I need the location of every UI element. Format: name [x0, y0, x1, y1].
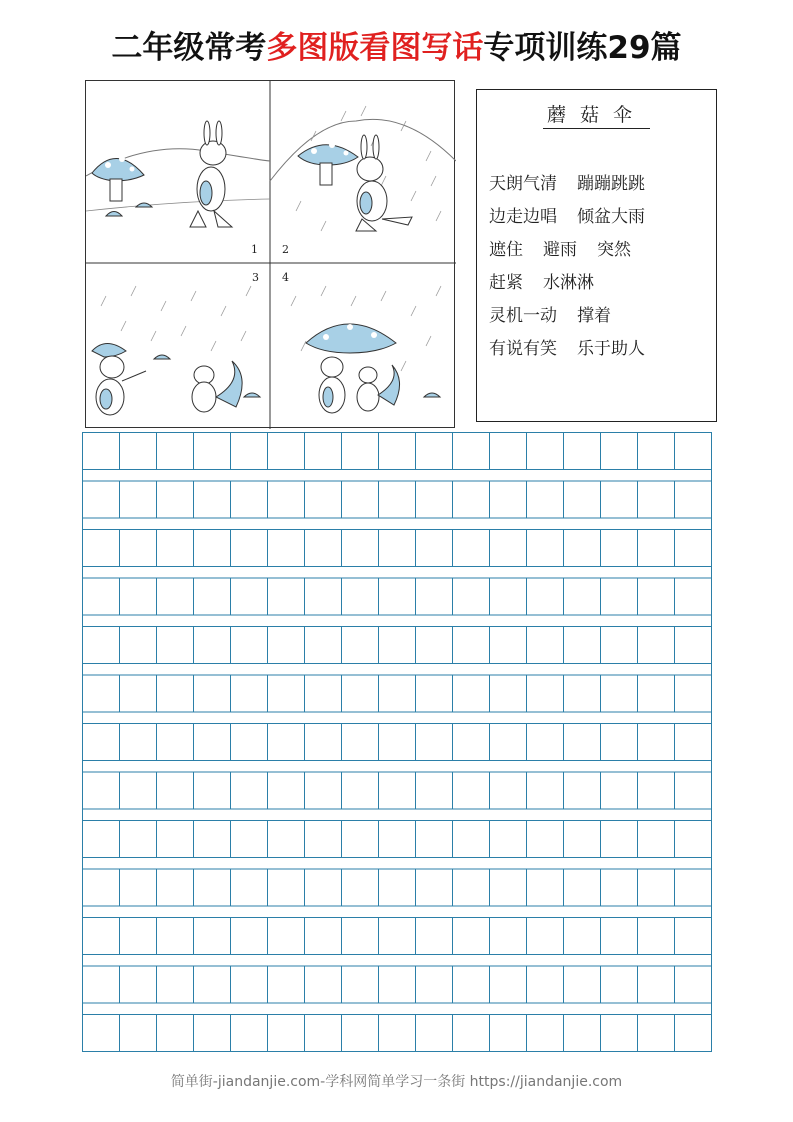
word-row: 边走边唱 倾盆大雨: [489, 207, 645, 227]
writing-grid: [82, 432, 712, 1058]
writing-row: [83, 1015, 712, 1052]
rabbit-icon: [319, 357, 345, 413]
word-row: 遮住 避雨 突然: [489, 240, 631, 260]
rabbit-icon: [356, 135, 412, 231]
writing-row: [83, 627, 712, 676]
mushroom-icon: [306, 324, 396, 353]
writing-row: [83, 821, 712, 870]
writing-row: [83, 481, 712, 530]
writing-row: [83, 530, 712, 579]
writing-row: [83, 675, 712, 724]
word-row: 天朗气清 蹦蹦跳跳: [489, 174, 645, 194]
panel-number-2: 2: [282, 243, 289, 256]
panel-number-4: 4: [282, 271, 289, 284]
mushroom-icon: [298, 142, 358, 185]
rabbit-icon: [190, 121, 232, 227]
picture-panels: [85, 80, 455, 428]
panel-4: [282, 271, 441, 413]
mushroom-icon: [92, 156, 144, 201]
panel-1: [86, 121, 270, 256]
comic-illustration: [86, 81, 456, 429]
rabbit-icon: [92, 344, 146, 416]
writing-row: [83, 966, 712, 1015]
squirrel-icon: [192, 361, 242, 412]
word-row: 有说有笑 乐于助人: [489, 339, 645, 359]
word-list: [489, 168, 645, 366]
writing-row: [83, 433, 712, 482]
word-row: 灵机一动 撑着: [489, 306, 611, 326]
writing-row: [83, 869, 712, 918]
title-part-3: 专项训练29篇: [483, 30, 682, 66]
title-part-1: 二年级常考: [111, 30, 267, 66]
word-row: 赶紧 水淋淋: [489, 273, 594, 293]
panel-number-1: 1: [251, 243, 258, 256]
word-box: [476, 89, 717, 422]
page-footer: 简单街-jiandanjie.com-学科网简单学习一条街 https://jiandanjie.com: [170, 1074, 623, 1090]
word-box-title: 蘑菇伞: [477, 100, 716, 127]
writing-row: [83, 578, 712, 627]
panel-2: [270, 106, 456, 256]
panel-3: [92, 271, 260, 415]
page-title: [0, 22, 793, 67]
panel-number-3: 3: [252, 271, 259, 284]
writing-row: [83, 724, 712, 773]
writing-row: [83, 918, 712, 967]
writing-row: [83, 772, 712, 821]
squirrel-icon: [357, 365, 400, 411]
title-part-2: 多图版看图写话: [266, 30, 484, 66]
